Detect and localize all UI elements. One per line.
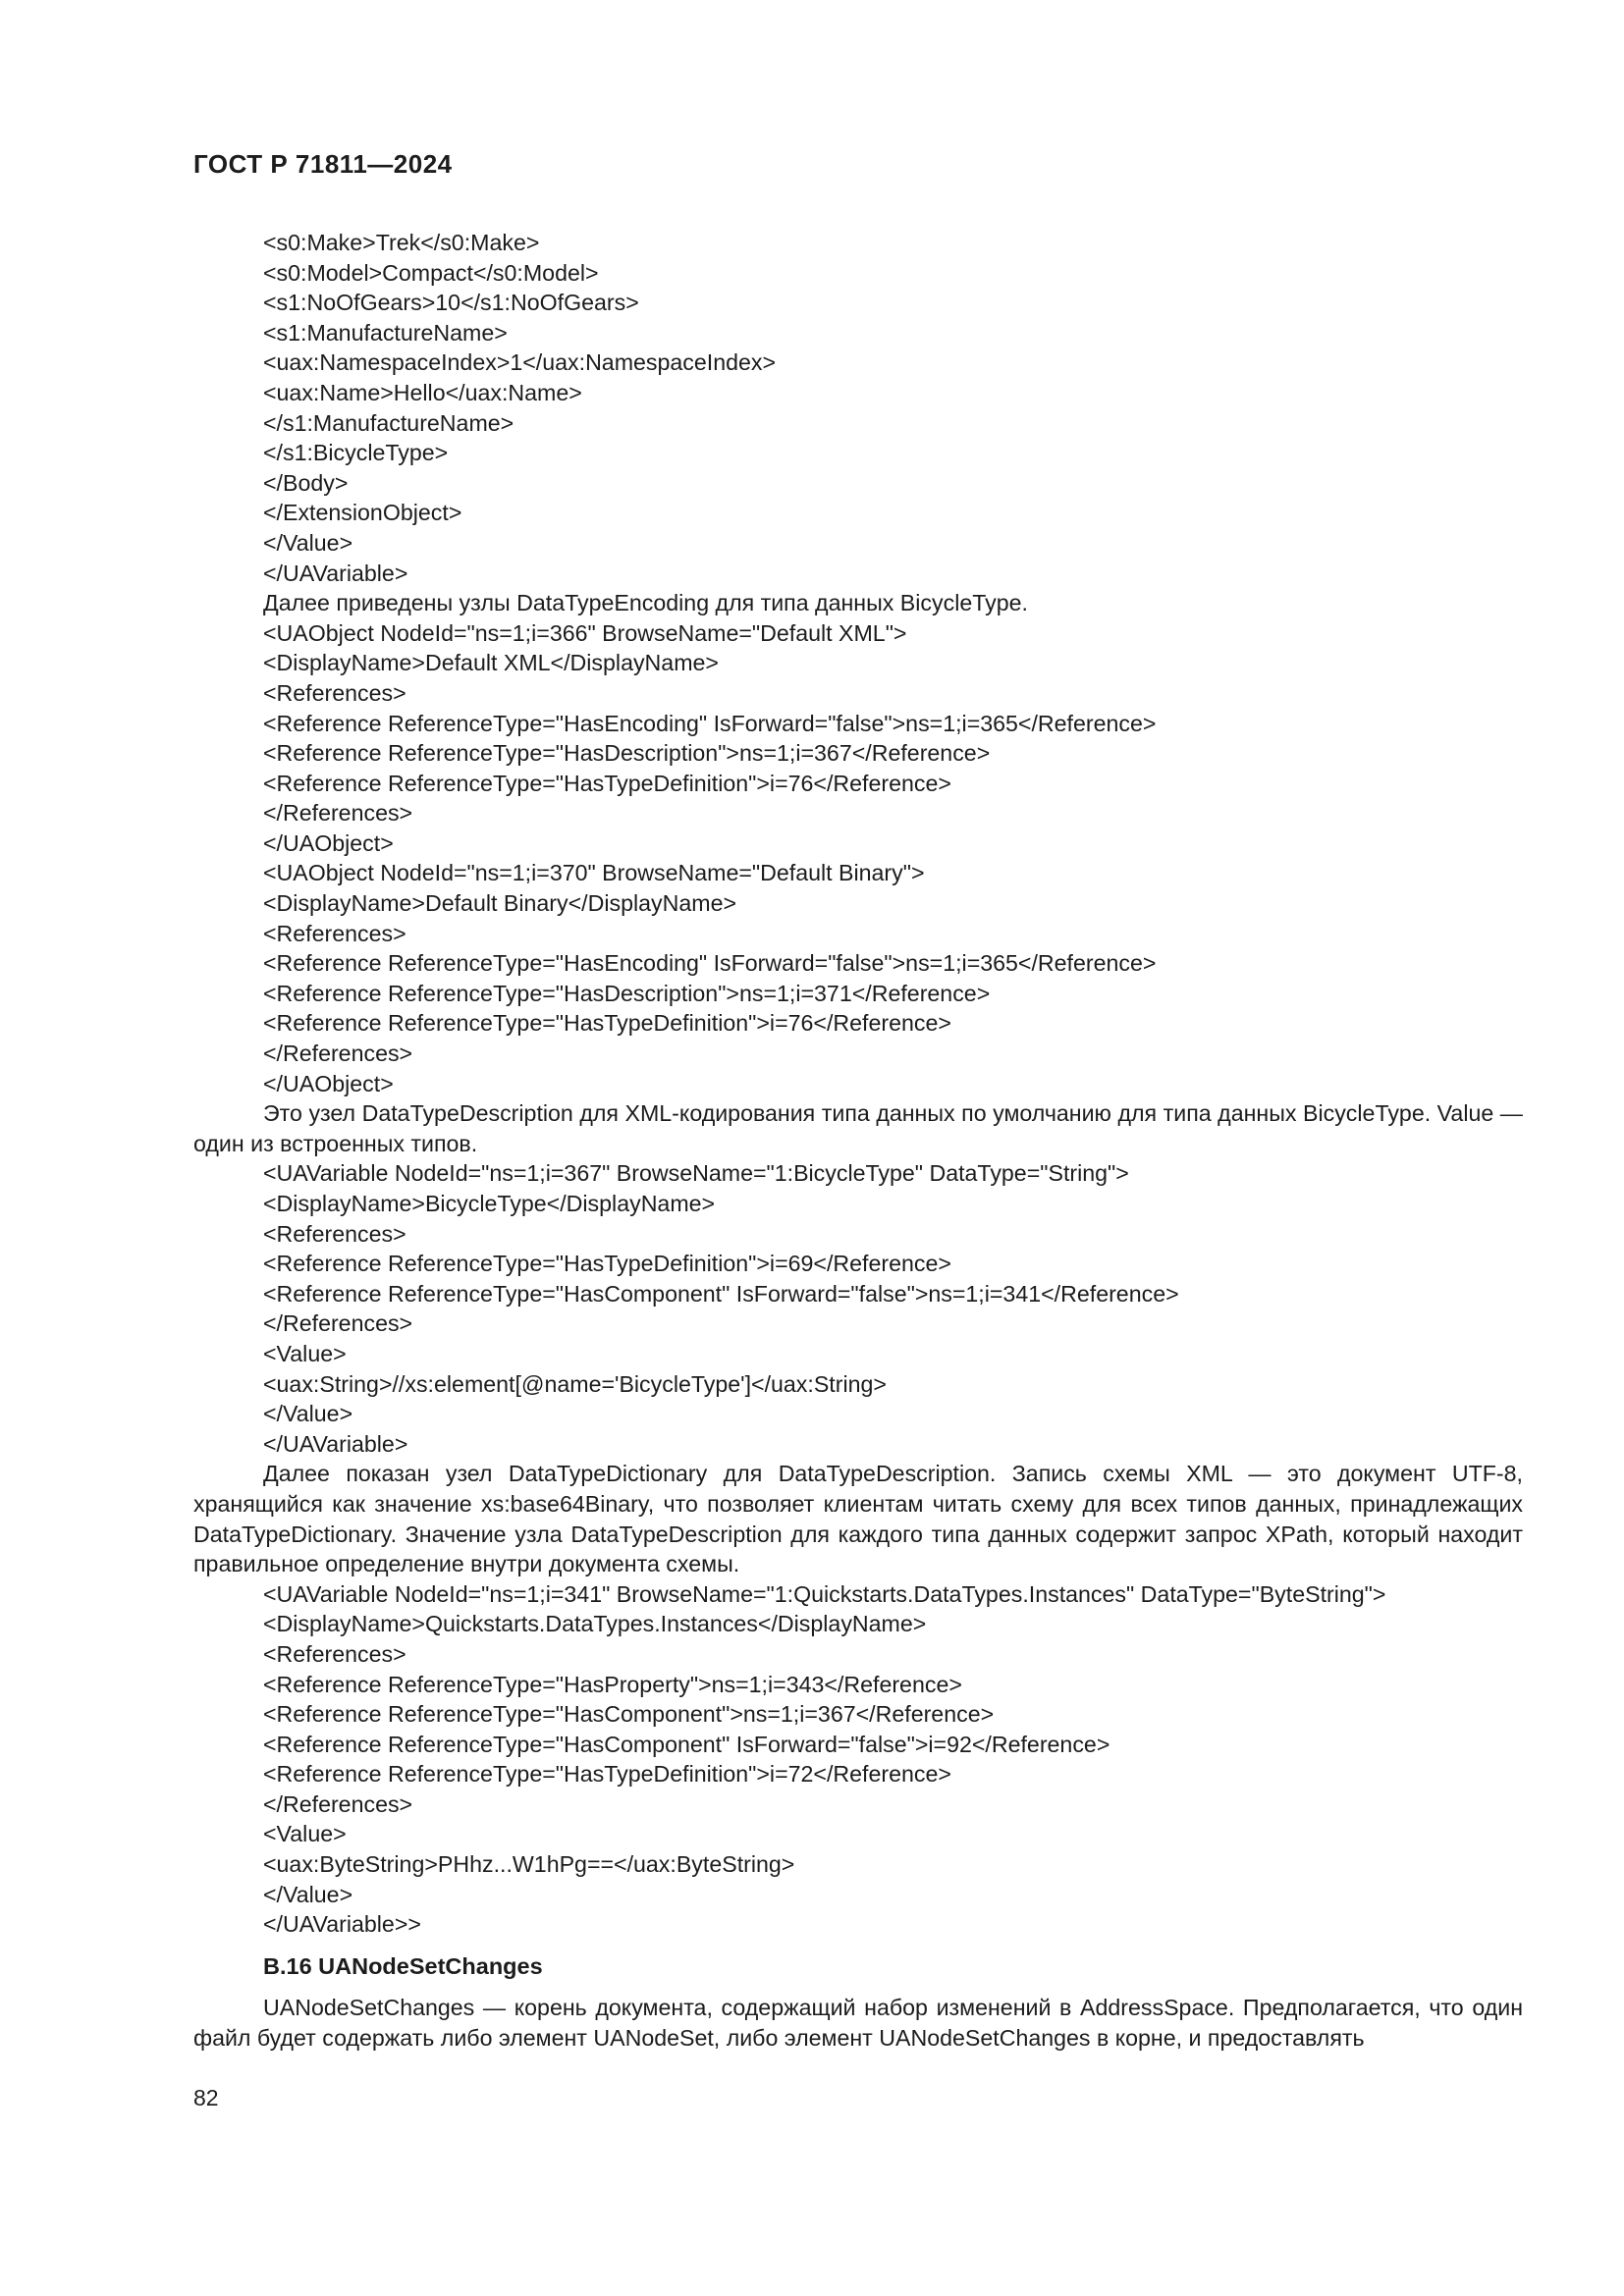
code-line: <Reference ReferenceType="HasTypeDefinition">i=72</Reference> bbox=[263, 1761, 951, 1788]
code-line: </UAObject> bbox=[263, 1070, 394, 1096]
code-line: </References> bbox=[263, 1790, 413, 1817]
code-line: </References> bbox=[263, 800, 413, 827]
code-line: <Reference ReferenceType="HasComponent" IsForward="false">ns=1;i=341</Reference> bbox=[263, 1280, 1179, 1307]
code-line: <Reference ReferenceType="HasEncoding" IsForward="false">ns=1;i=365</Reference> bbox=[263, 710, 1157, 736]
code-line: </References> bbox=[263, 1041, 413, 1067]
code-line: </UAVariable> bbox=[263, 560, 408, 586]
code-line: <References> bbox=[263, 1640, 406, 1667]
code-line: <Reference ReferenceType="HasDescription">ns=1;i=371</Reference> bbox=[263, 980, 991, 1006]
code-line: <Reference ReferenceType="HasProperty">ns=1;i=343</Reference> bbox=[263, 1671, 962, 1697]
code-line: </UAVariable> bbox=[263, 1430, 408, 1457]
paragraph: Это узел DataTypeDescription для XML-кодирования типа данных по умолчанию для типа данных BicycleType. Value — один из встроенных типов. bbox=[193, 1100, 1523, 1156]
code-line: <uax:Name>Hello</uax:Name> bbox=[263, 379, 582, 405]
code-line: <Reference ReferenceType="HasEncoding" IsForward="false">ns=1;i=365</Reference> bbox=[263, 950, 1157, 977]
code-line: <Reference ReferenceType="HasTypeDefinition">i=76</Reference> bbox=[263, 770, 951, 796]
code-line: <s1:NoOfGears>10</s1:NoOfGears> bbox=[263, 290, 639, 316]
code-line: <Value> bbox=[263, 1821, 347, 1847]
page-content bbox=[193, 228, 1523, 2054]
code-line: <Reference ReferenceType="HasTypeDefinition">i=76</Reference> bbox=[263, 1010, 951, 1037]
code-line: </ExtensionObject> bbox=[263, 500, 462, 526]
code-line: </References> bbox=[263, 1310, 413, 1337]
code-line: <References> bbox=[263, 920, 406, 946]
code-line: <UAObject NodeId="ns=1;i=366" BrowseName="Default XML"> bbox=[263, 619, 907, 646]
document-header: ГОСТ Р 71811—2024 bbox=[193, 149, 453, 179]
section-heading: B.16 UANodeSetChanges bbox=[263, 1952, 543, 1979]
code-line: <uax:ByteString>PHhz...W1hPg==</uax:ByteString> bbox=[263, 1851, 795, 1878]
paragraph: UANodeSetChanges — корень документа, содержащий набор изменений в AddressSpace. Предполагается, что один файл будет содержать либо элемент UANodeSet, либо элемент UANodeSetChanges в корне, и предоставлять bbox=[193, 1995, 1523, 2052]
code-line: <uax:NamespaceIndex>1</uax:NamespaceIndex> bbox=[263, 349, 777, 376]
code-line: <s0:Make>Trek</s0:Make> bbox=[263, 230, 540, 255]
code-line: </UAObject> bbox=[263, 829, 394, 856]
code-line: <References> bbox=[263, 679, 406, 706]
code-line: </Value> bbox=[263, 529, 353, 556]
paragraph: Далее показан узел DataTypeDictionary для DataTypeDescription. Запись схемы XML — это документ UTF-8, хранящийся как значение xs:base64Binary, что позволяет клиентам читать схему для всех типов данных, принадлежащих DataTypeDictionary. Значение узла DataTypeDescription для каждого типа данных содержит запрос XPath, который находит правильное определение внутри документа схемы. bbox=[193, 1461, 1523, 1577]
code-line: <UAVariable NodeId="ns=1;i=367" BrowseName="1:BicycleType" DataType="String"> bbox=[263, 1160, 1129, 1187]
code-line: <DisplayName>Default Binary</DisplayName> bbox=[263, 890, 737, 917]
paragraph: Далее приведены узлы DataTypeEncoding для типа данных BicycleType. bbox=[263, 590, 1028, 616]
code-line: <Value> bbox=[263, 1340, 347, 1366]
code-line: <Reference ReferenceType="HasTypeDefinition">i=69</Reference> bbox=[263, 1251, 951, 1277]
code-line: <References> bbox=[263, 1220, 406, 1247]
code-line: <DisplayName>Quickstarts.DataTypes.Instances</DisplayName> bbox=[263, 1611, 927, 1637]
code-line: </Body> bbox=[263, 469, 349, 496]
code-line: </Value> bbox=[263, 1881, 353, 1907]
code-line: </UAVariable>> bbox=[263, 1911, 421, 1938]
page-number: 82 bbox=[193, 2085, 219, 2110]
code-line: <Reference ReferenceType="HasDescription">ns=1;i=367</Reference> bbox=[263, 740, 991, 767]
code-line: <uax:String>//xs:element[@name='BicycleType']</uax:String> bbox=[263, 1370, 887, 1397]
code-line: <UAObject NodeId="ns=1;i=370" BrowseName="Default Binary"> bbox=[263, 860, 925, 886]
code-line: </s1:BicycleType> bbox=[263, 440, 449, 466]
code-line: <DisplayName>Default XML</DisplayName> bbox=[263, 650, 719, 676]
code-line: <Reference ReferenceType="HasComponent">ns=1;i=367</Reference> bbox=[263, 1701, 995, 1728]
code-line: <UAVariable NodeId="ns=1;i=341" BrowseName="1:Quickstarts.DataTypes.Instances" DataType="ByteString"> bbox=[263, 1580, 1386, 1607]
code-line: <s1:ManufactureName> bbox=[263, 319, 508, 346]
code-line: <s0:Model>Compact</s0:Model> bbox=[263, 259, 599, 286]
code-line: <DisplayName>BicycleType</DisplayName> bbox=[263, 1191, 716, 1216]
code-line: </Value> bbox=[263, 1401, 353, 1427]
code-line: <Reference ReferenceType="HasComponent" IsForward="false">i=92</Reference> bbox=[263, 1731, 1110, 1757]
code-line: </s1:ManufactureName> bbox=[263, 409, 514, 436]
